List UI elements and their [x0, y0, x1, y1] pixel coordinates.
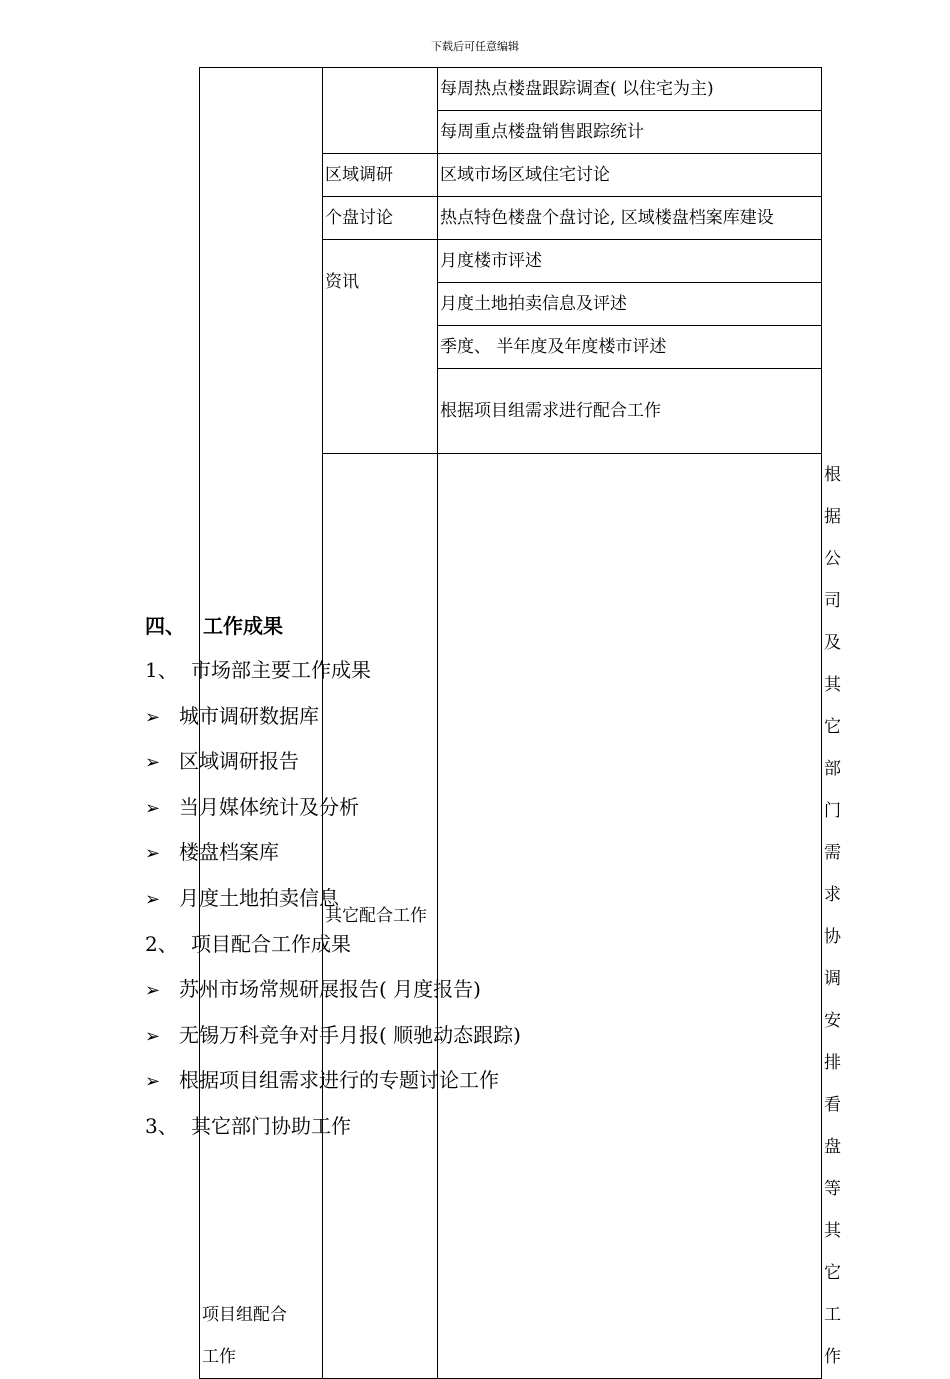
arrow-bullet-icon: ➢: [145, 843, 161, 865]
list-item-text: 月度土地拍卖信息: [179, 885, 339, 910]
list-item: [145, 694, 845, 740]
arrow-bullet-icon: ➢: [145, 706, 161, 728]
list-item-text: 城市调研数据库: [179, 703, 319, 728]
region-value: 区域市场区域住宅讨论: [438, 154, 822, 197]
list-item-text: 楼盘档案库: [179, 840, 279, 865]
info-label: 资讯: [325, 272, 359, 292]
section-title: [145, 604, 845, 648]
case-label: 个盘讨论: [323, 197, 438, 240]
arrow-bullet-icon: ➢: [145, 797, 161, 819]
list-item: [145, 876, 845, 922]
info-cell: [323, 240, 438, 454]
info-item: 月度土地拍卖信息及评述: [438, 283, 822, 326]
sub-title: 市场部主要工作成果: [191, 658, 371, 682]
case-value: 热点特色楼盘个盘讨论, 区域楼盘档案库建设: [438, 197, 822, 240]
section-title-text: 工作成果: [203, 614, 283, 638]
list-item: [145, 739, 845, 785]
subheading-1: [145, 648, 845, 694]
list-item-text: 当月媒体统计及分析: [179, 794, 359, 819]
arrow-bullet-icon: ➢: [145, 1025, 161, 1047]
project-label: 项目组配合工作: [202, 1305, 287, 1367]
info-item: 月度楼市评述: [438, 240, 822, 283]
info-item: 季度、 半年度及年度楼市评述: [438, 326, 822, 369]
subheading-3: [145, 1104, 845, 1150]
page-header: 下载后可任意编辑: [431, 40, 519, 53]
region-label: 区域调研: [323, 154, 438, 197]
list-item: [145, 967, 845, 1013]
weekly-track-cell: 每周热点楼盘跟踪调查( 以住宅为主): [438, 68, 822, 111]
subheading-2: [145, 922, 845, 968]
arrow-bullet-icon: ➢: [145, 888, 161, 910]
list-item: [145, 1013, 845, 1059]
sub-number: 1、: [145, 658, 178, 682]
list-item-text: 区域调研报告: [179, 749, 299, 774]
table-row: 其它配合工作 根据公司及其它部门需求协调安排看盘等其它工作: [200, 454, 822, 1379]
arrow-bullet-icon: ➢: [145, 1071, 161, 1093]
results-section: [145, 604, 845, 1150]
list-item: [145, 785, 845, 831]
section-number: 四、: [145, 614, 185, 638]
list-item-text: 苏州市场常规研展报告( 月度报告): [179, 977, 481, 1002]
arrow-bullet-icon: ➢: [145, 980, 161, 1002]
list-item-text: 根据项目组需求进行的专题讨论工作: [179, 1068, 499, 1093]
sub-title: 项目配合工作成果: [191, 931, 351, 956]
sub-title: 其它部门协助工作: [191, 1113, 351, 1138]
info-item: 根据项目组需求进行配合工作: [438, 369, 822, 454]
table-row: [200, 68, 822, 111]
empty-cell: [323, 68, 438, 154]
other-label: 其它配合工作: [323, 454, 438, 1379]
list-item: [145, 1058, 845, 1104]
list-item-text: 无锡万科竞争对手月报( 顺驰动态跟踪): [179, 1022, 521, 1047]
list-item: [145, 830, 845, 876]
arrow-bullet-icon: ➢: [145, 752, 161, 774]
weekly-sales-cell: 每周重点楼盘销售跟踪统计: [438, 111, 822, 154]
sub-number: 2、: [145, 931, 178, 956]
sub-number: 3、: [145, 1113, 178, 1138]
